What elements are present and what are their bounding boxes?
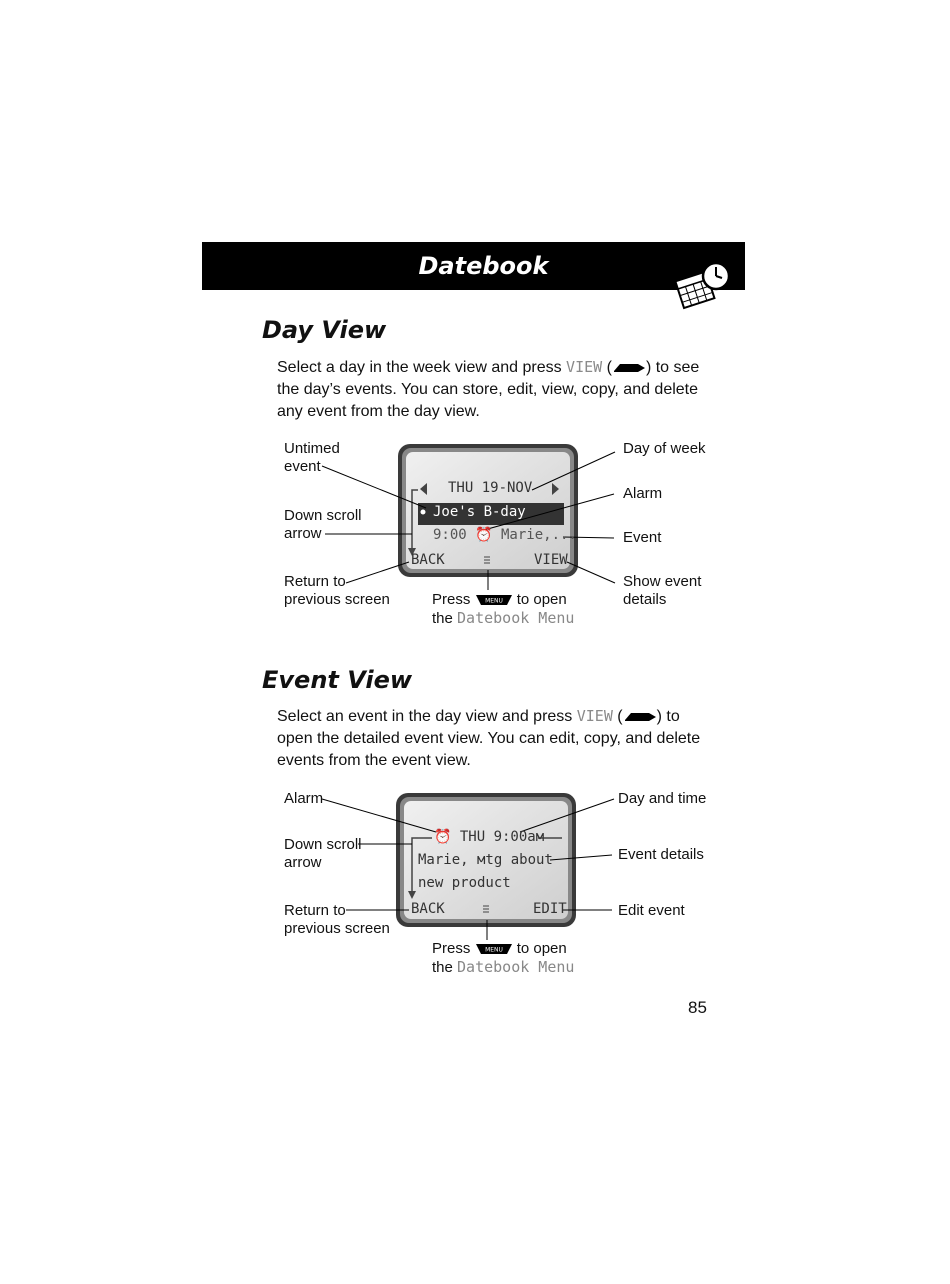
svg-text:MENU: MENU bbox=[484, 946, 503, 954]
menu-key-icon bbox=[475, 942, 513, 956]
callout-day-time: Day and time bbox=[618, 790, 707, 807]
edit-soft-key[interactable]: EDIT bbox=[533, 901, 567, 917]
timed-event-line[interactable]: 9:00 ⏰ Marie,... bbox=[433, 527, 577, 543]
back-soft-key-2[interactable]: BACK bbox=[411, 901, 445, 917]
event-view-title: Event View bbox=[262, 666, 413, 694]
callout-edit-event: Edit event bbox=[618, 902, 685, 919]
date-line: THU 19-NOV bbox=[448, 480, 533, 496]
view-key-label-2: VIEW bbox=[576, 707, 613, 725]
page-title: Datebook bbox=[418, 252, 549, 280]
view-soft-key[interactable]: VIEW bbox=[534, 552, 568, 568]
page-number: 85 bbox=[688, 998, 707, 1017]
callout-untimed: Untimed event bbox=[284, 440, 340, 475]
callout-scroll: Down scroll arrow bbox=[284, 507, 362, 542]
callout-event-details: Event details bbox=[618, 846, 704, 863]
view-key-label: VIEW bbox=[566, 358, 603, 376]
callout-menu: Press MENU to open the Datebook Menu bbox=[432, 591, 575, 627]
back-soft-key[interactable]: BACK bbox=[411, 552, 445, 568]
svg-text:MENU: MENU bbox=[484, 597, 503, 605]
datebook-menu-label-2: Datebook Menu bbox=[457, 958, 575, 976]
event-details-line-2: new product bbox=[418, 875, 511, 891]
day-view-title: Day View bbox=[262, 316, 387, 344]
callout-show-details: Show event details bbox=[623, 573, 702, 608]
callout-day-of-week: Day of week bbox=[623, 440, 706, 457]
callout-menu-2: Press MENU to open the Datebook Menu bbox=[432, 940, 575, 976]
event-view-paragraph: Select an event in the day view and press VIEW ( ) to open the detailed event view. You can edit, copy, and delete events from the event view. bbox=[277, 707, 701, 769]
highlighted-event[interactable]: Joe's B-day bbox=[433, 504, 526, 520]
event-details-line-1: Marie, мtg about bbox=[418, 852, 553, 868]
callout-alarm: Alarm bbox=[623, 485, 663, 502]
callout-return-2: Return to previous screen bbox=[284, 902, 390, 937]
datebook-menu-label: Datebook Menu bbox=[457, 609, 575, 627]
callout-return: Return to previous screen bbox=[284, 573, 390, 608]
callout-event: Event bbox=[623, 529, 662, 546]
day-time-line: ⏰ THU 9:00aм bbox=[434, 829, 545, 845]
callout-scroll-2: Down scroll arrow bbox=[284, 836, 362, 871]
callout-alarm-2: Alarm bbox=[284, 790, 324, 807]
day-view-paragraph: Select a day in the week view and press VIEW ( ) to see the day’s events. You can store, edit, view, copy, and delete any event from the day view. bbox=[277, 358, 700, 420]
